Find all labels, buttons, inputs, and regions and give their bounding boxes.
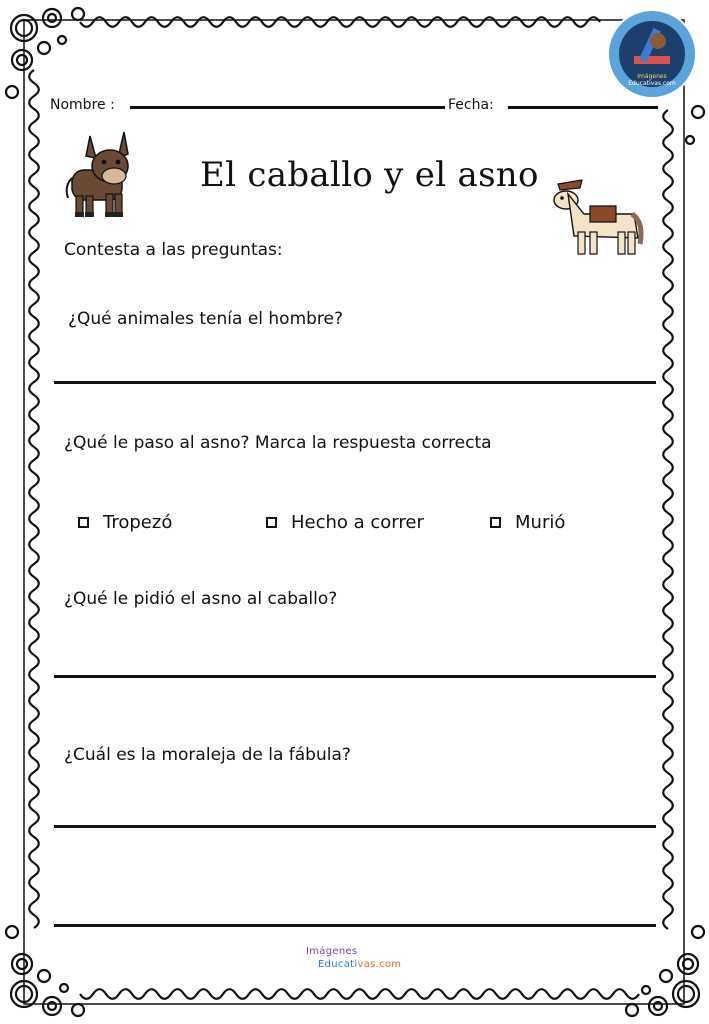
- svg-text:Educativas.com: Educativas.com: [628, 80, 676, 87]
- option-label: Hecho a correr: [291, 512, 424, 533]
- date-label: Fecha:: [448, 97, 494, 113]
- horse-icon: [544, 170, 648, 260]
- option-label: Murió: [515, 512, 566, 533]
- question-4: ¿Cuál es la moraleja de la fábula?: [64, 745, 351, 765]
- option-label: Tropezó: [103, 512, 173, 533]
- answer-line-1[interactable]: [54, 381, 656, 384]
- checkbox-icon[interactable]: [490, 517, 501, 528]
- option-hecho-a-correr[interactable]: [266, 512, 424, 533]
- instruction-text: Contesta a las preguntas:: [64, 240, 283, 260]
- question-1: ¿Qué animales tenía el hombre?: [68, 309, 344, 329]
- option-murio[interactable]: [490, 512, 565, 533]
- question-2: ¿Qué le paso al asno? Marca la respuesta correcta: [64, 433, 492, 453]
- answer-line-4a[interactable]: [54, 825, 656, 828]
- watermark-line-2: Educativas.com: [318, 959, 402, 970]
- option-tropezo[interactable]: [78, 512, 172, 533]
- name-line[interactable]: [130, 106, 445, 109]
- svg-text:Imágenes: Imágenes: [637, 73, 667, 80]
- site-badge-icon: [606, 8, 698, 100]
- answer-line-4b[interactable]: [54, 924, 656, 927]
- worksheet-title: El caballo y el asno: [200, 155, 539, 195]
- answer-line-3[interactable]: [54, 675, 656, 678]
- checkbox-icon[interactable]: [78, 517, 89, 528]
- question-3: ¿Qué le pidió el asno al caballo?: [64, 589, 338, 609]
- watermark-line-1: Imágenes: [306, 946, 358, 957]
- donkey-icon: [62, 128, 142, 220]
- checkbox-icon[interactable]: [266, 517, 277, 528]
- name-label: Nombre :: [50, 97, 115, 113]
- date-line[interactable]: [508, 106, 658, 109]
